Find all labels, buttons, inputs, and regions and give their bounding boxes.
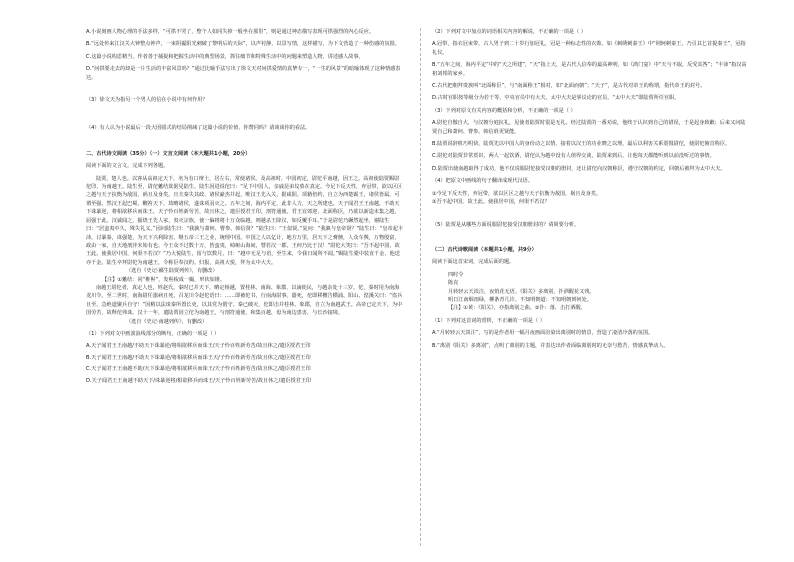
reading-intro: 阅读下面的文言文，完成下列各题。 [86, 163, 169, 170]
translate-item-2: ②吾不起中国，故王此。使我居中国，何渠不若汉？ [432, 199, 550, 206]
poem-note: 【注】①黄：《阳关》，亦指离别之曲。②扑：落，击打酒醒。 [448, 305, 586, 312]
translate-item-1: ①今足下反天性，弃冠带，欲以区区之越与天子抗衡为敌国，祸且及身矣。 [432, 190, 602, 197]
q1-option-a: A.天子闻君王王南越/不助天下诛暴逆/将相欲移兵而诛王/天子怜百姓新劳苦/故且休之/遣臣授君王印 [86, 343, 311, 350]
q2-option-c: C.古代把朝拜贵族叫“北面称臣”，与“南面称王”相对，如“北面而朝”；“天子”，是古代对帝王的称谓，指代帝王的封号。 [432, 83, 706, 90]
section-heading-2: （二）古代诗歌阅读（本题共1小题，共9分） [432, 246, 537, 253]
q3-option-c: C.尉佗对陆贾非常赏识，两人一起饮酒，尉佗认为越中没有人值得交谈，陆贾来到后，让他每天都能听到以前没听过的事情。 [432, 153, 715, 160]
question-6: （1）下列对这首词的赏析，不正确的一项是（ ） [432, 317, 545, 324]
right-column [432, 28, 748, 354]
q6-option-a: A.“月转轻云天淡注”，写的是作者用一幅月夜画面渲染出离别时的情景，营造了凄清冷落的氛围。 [432, 330, 654, 337]
column-divider [420, 28, 421, 546]
poem-author: 陈克 [448, 280, 459, 287]
q2-option-b: B.“五年之间，海内平定”中的“天之所建”，“天”指上天，是古代人信奉的最高神明，如《鸿门宴》中“天与不取，反受其咎”；“丰沛”指汉高祖刘邦的家乡。 [432, 62, 747, 77]
source-2: （选自《史记·南越列传》，有删改） [126, 318, 208, 325]
section-heading: 二、古代诗文阅读（35分）（一）文言文阅读（本大题共1小题，20分） [86, 150, 251, 157]
poem-intro: 阅读下面这首宋词，完成后面的题。 [432, 259, 515, 266]
question-1: （1）下列对文中画波浪线部分的断句，正确的一项是（ ） [86, 330, 220, 337]
passage-2: 南越王尉佗者，真定人也，姓赵氏。秦时已并天下，略定杨越，置桂林、南海、象郡，以谪徙民，与越杂处十三岁。佗，秦时用为南海龙川令。至二世时，南海尉任嚣病且死，召龙川令赵佗语曰：……即被佗书，行南海尉事。嚣死，佗即移檄告横浦、阳山、湟溪关曰：“盗兵且至，急绝道聚兵自守！”因稍以法诛秦所置长吏，以其党为假守。秦已破灭，佗即击并桂林、象郡，自立为南越武王。高帝已定天下，为中国劳苦，故释佗弗诛。汉十一年，遣陆贾因立佗为南越王，与剖符通使，和集百越，毋为南边患害，与长沙接境。 [86, 284, 403, 317]
poem-line-2: 明日江南烟雨绿，柳条青几许。不知明朝道：不知明朝到何处。 [448, 296, 592, 303]
passage-1: 陆贾，楚人也。以客从高祖定天下，名为有口辩士，居左右，常使诸侯。及高祖时，中国初定，尉佗平南越，因王之。高祖使陆贾赐尉佗印，为南越王。陆生至，尉佗魋结箕倨见陆生。陆生因进说佗曰：“足下中国人，亲戚昆弟坟墓在真定。今足下反天性，弃冠带，欲以区区之越与天子抗衡为敌国，祸且及身矣。且夫秦失其政，诸侯豪杰并起，唯汉王先入关，据咸阳。项籍倍约，自立为西楚霸王，诸侯皆属，可谓至强。然汉王起巴蜀，鞭笞天下，劫略诸侯，遂诛项羽灭之。五年之间，海内平定，此非人力，天之所建也。天子闻君王王南越，不助天下诛暴逆，将相欲移兵而诛王，天子怜百姓新劳苦，故且休之，遣臣授君王印，剖符通使。君王宜郊迎，北面称臣，乃欲以新造未集之越，屈强于此。汉诚闻之，掘烧王先人冢，夷灭宗族，使一偏将将十万众临越，则越杀王降汉，如反覆手耳。”于是尉佗乃蹶然起坐，谢陆生曰：“居蛮夷中久，殊失礼义。”因问陆生曰：“我孰与萧何、曹参、韩信贤？”陆生曰：“王似贤。”复问：“我孰与皇帝贤？”陆生曰：“皇帝起丰沛，讨暴秦，诛强楚，为天下兴利除害，继五帝三王之业，统理中国。中国之人以亿计，地方万里，居天下之膏腴，人众车舆，万物殷富，政由一家，自天地剖泮未始有也。今王众不过数十万，皆蛮夷，崎岖山海间，譬若汉一郡，王何乃比于汉！”尉佗大笑曰：“吾不起中国，故王此。使我居中国，何渠不若汉？”乃大悦陆生，留与饮数月。曰：“越中无足与语，至生来，令我日闻所不闻。”赐陆生橐中装直千金，他送亦千金。陆生卒拜尉佗为南越王，令称臣奉汉约。归报，高祖大悦，拜为太中大夫。 [86, 175, 403, 266]
q3-option-d: D.陆贾出使南越取得了成功，他不仅说服尉佗接受汉朝的册封，还让尉佗向汉朝称臣，遵守汉朝的约定，回朝后被拜为太中大夫。 [432, 165, 726, 172]
poem-title: 四时令 [448, 271, 464, 278]
q1-option-d: D.天子闻君王王南越不助天下/诛暴逆将/相欲移兵而诛王/天子怜百姓新劳苦/故且休之/遣臣授君王印 [86, 377, 312, 384]
q2-option-d: D.古时官职按等级分为若干等，中央官员中有大夫，太中大夫是掌议论的官员，“太中大夫”即陆贾所任官职。 [432, 95, 680, 102]
question-4b: （4）把原文中画线的句子翻译成现代汉语。 [432, 178, 533, 185]
q1-option-b: B.天子闻君王王南越/不助天下诛暴逆/将相欲移兵而诛王天/子怜百姓新劳苦/故且休之/遣臣授君王印 [86, 354, 311, 361]
question-2: （2）下列对文中加点的词语相关内容的解说，不正确的一项是（ ） [432, 29, 586, 35]
option-b: B.“远处传来江汉关大钟整点钟声，一束阴霾阳光刺破了黎明后的天际”，以声衬静，以景写情，这样描写，为下文营造了一种伤感的氛围。 [86, 41, 400, 48]
q6-option-b: B.“离别《阳关》多离别”，点明了离别的主题，并表达出作者面临离别时的无奈与愁苦，情感真挚动人。 [432, 342, 669, 349]
q2-option-a: A.冠带，指衣冠束带，古人男子到二十岁行加冠礼，冠是一种标志性的衣饰。如《刺绣刺秦王》中“荆轲刺秦王，乃引其匕首提秦王”，冠指礼仪。 [432, 41, 746, 56]
question-3b: （3）下列对原文有关内容的概括和分析，不正确的一项是（ ） [432, 107, 576, 114]
option-a: A.小说刻画人物心理的手法多样，“可拱不哭了，整个人如同失掉一般坐在那里”，则是通过神态描写表现可拱强烈的内心反应。 [86, 29, 374, 35]
poem-line-1: 月转轻云天淡注，夜悄花无语。《阳关》多离别，扑酒醒花又残。 [448, 288, 595, 295]
question-3: （3）徐文天为指另一个男人的信在小说中有何作用？ [86, 97, 208, 104]
option-c: C.这篇小说构思精当，作者善于捕捉和把握生活中的典型场景，抓住细节和特殊生活中的问题来塑造人物，讲述感人故事。 [86, 53, 364, 60]
q1-option-c: C.天子闻君王王南越不助/天下诛暴逆/将相欲移兵而诛王/天子怜百姓新劳苦/故且休之/遣臣授君王印 [86, 366, 311, 373]
question-5: （5）陆贾是从哪些方面说服尉佗接受汉朝册封的？请简要分析。 [432, 221, 580, 228]
left-column [86, 28, 404, 388]
annotation-note: 【注】①魋结：同“椎髻”，发髻梳成一撮，形状如锥。 [102, 276, 226, 283]
option-d: D.“问拱要走去的却是一片生活的丰富风景吗？”通过比喻手法写出了徐文天对问拱爱情的真挚专一，“一生的风景”的暗喻体现了这种情感表达。 [86, 66, 401, 81]
q3-option-a: A.尉佗自傲自大，与汉朝分庭抗礼，见使者陆贾时很是无礼。经过陆贾的一番劝说，他终于认识到自己的错误，于是起身致歉；后来又问陆贾自己和萧何、曹参、韩信谁更贤能。 [432, 120, 746, 135]
source-1: （选自《史记·郦生陆贾列传》，有删改） [126, 268, 218, 275]
question-4: （4）有人认为小说最后一段大团圆式的结局削减了这篇小说的价值，你赞同吗？请谈谈你的看法。 [86, 125, 311, 132]
q3-option-b: B.陆贾说辞机巧明快，陆贾先以中国人的身份动之以情，接着以汉王的功业晓之以理，最后以利害关系震慑尉佗，使尉佗俯首称臣。 [432, 141, 731, 148]
